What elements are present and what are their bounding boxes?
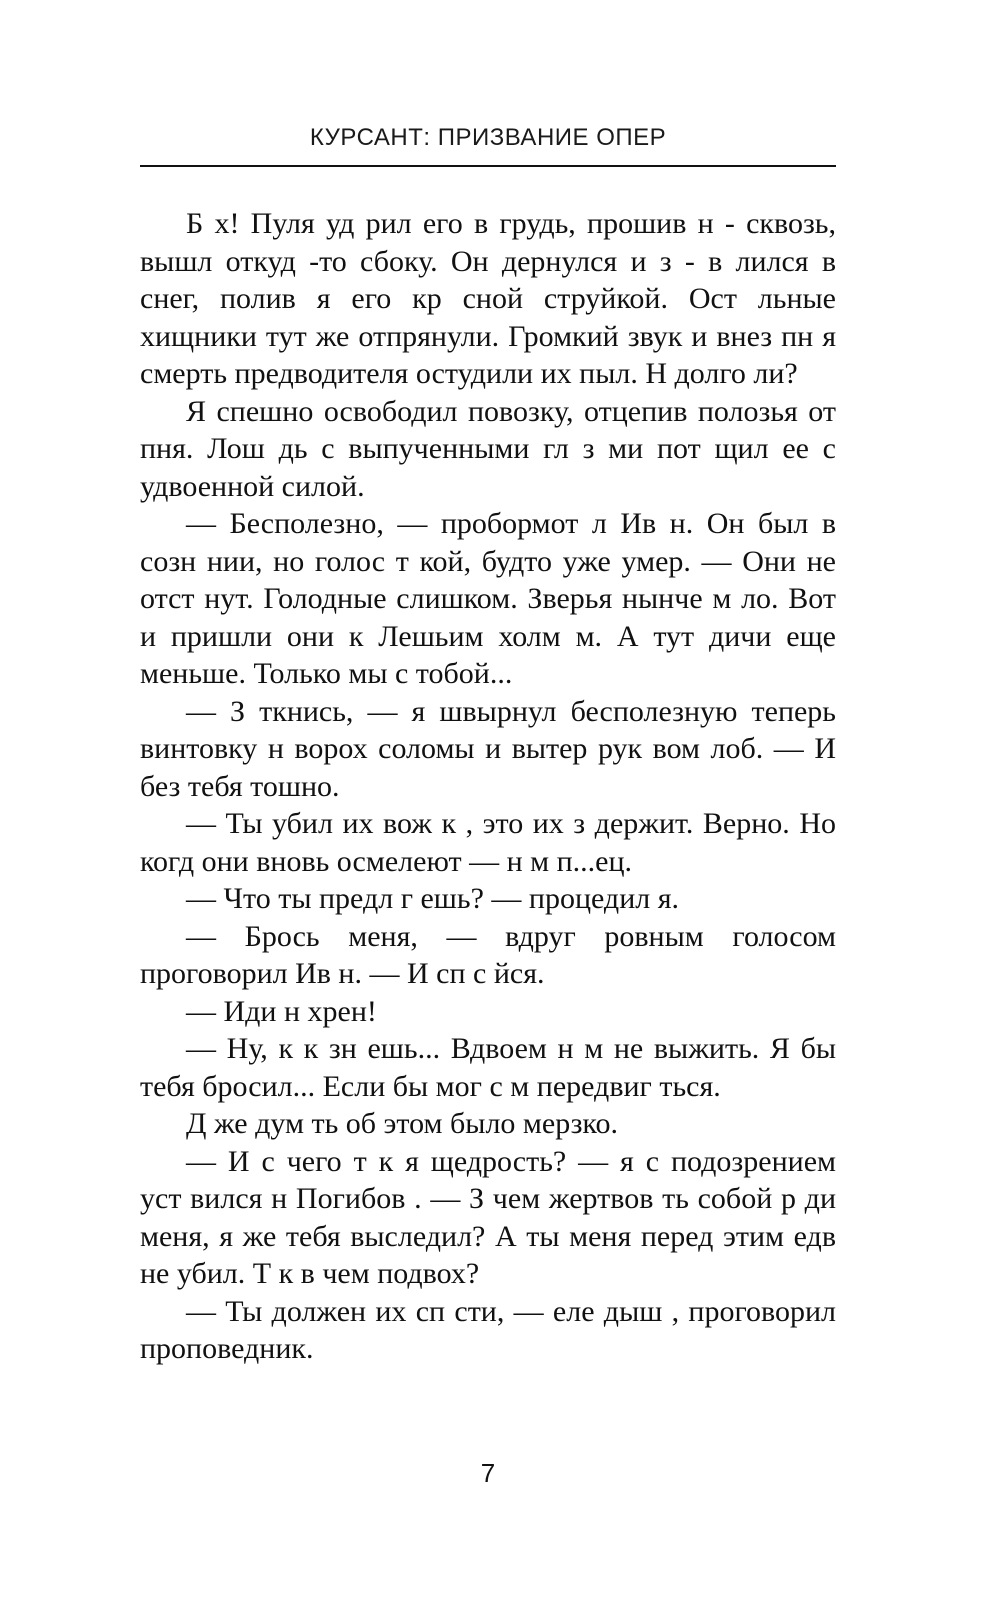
- paragraph: — Ты должен их сп сти, — еле дыш , проговорил проповедник.: [140, 1294, 836, 1365]
- paragraph: — Ну, к к зн ешь... Вдвоем н м не выжить. Я бы тебя бросил... Если бы мог с м передвиг ться.: [140, 1032, 836, 1103]
- page-number: 7: [480, 1458, 496, 1488]
- body-text: [140, 205, 836, 1368]
- header-rule: [140, 165, 836, 167]
- paragraph: Б х! Пуля уд рил его в грудь, прошив н - сквозь, вышл откуд -то сбоку. Он дернулся и з - в лился в снег, полив я его кр сной струйкой. Ост льные хищники тут же отпрянули. Громкий звук и внез пн я смерть предводителя остудили их пыл. Н долго ли?: [140, 207, 836, 390]
- paragraph: — И с чего т к я щедрость? — я с подозрением уст вился н Погибов . — З чем жертвов ть собой р ди меня, я же тебя выследил? А ты меня перед этим едв не убил. Т к в чем подвох?: [140, 1144, 836, 1290]
- paragraph: — Брось меня, — вдруг ровным голосом проговорил Ив н. — И сп с йся.: [140, 919, 836, 990]
- paragraph: Д же дум ть об этом было мерзко.: [186, 1107, 618, 1140]
- paragraph: — Бесполезно, — пробормот л Ив н. Он был в созн нии, но голос т кой, будто уже умер. — Они не отст нут. Голодные слишком. Зверья нынче м ло. Вот и пришли они к Лешьим холм м. А тут дичи еще меньше. Только мы с тобой...: [140, 507, 836, 690]
- paragraph: — Что ты предл г ешь? — процедил я.: [186, 882, 680, 915]
- paragraph: Я спешно освободил повозку, отцепив полозья от пня. Лош дь с выпученными гл з ми пот щил ее с удвоенной силой.: [140, 394, 836, 503]
- paragraph: — З ткнись, — я швырнул бесполезную теперь винтовку н ворох соломы и вытер рук вом лоб. — И без тебя тошно.: [140, 694, 836, 803]
- running-title: КУРСАНТ: ПРИЗВАНИЕ ОПЕР: [309, 124, 667, 151]
- paragraph: — Иди н хрен!: [186, 994, 377, 1028]
- paragraph: — Ты убил их вож к , это их з держит. Верно. Но когд они вновь осмелеют — н м п...ец.: [140, 807, 836, 878]
